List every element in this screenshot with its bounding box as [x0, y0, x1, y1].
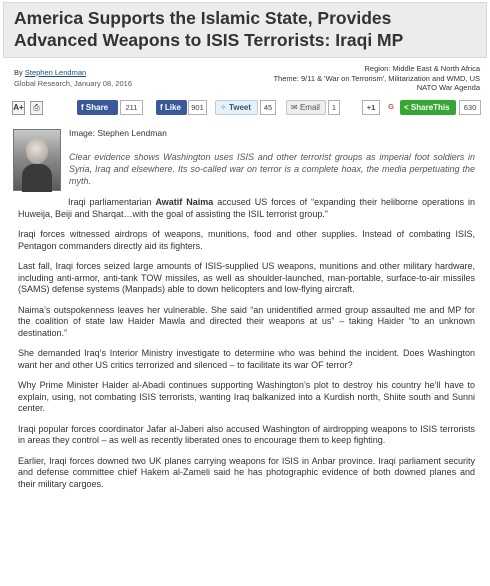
paragraph: Earlier, Iraqi forces downed two UK planes carrying weapons for ISIS in Anbar province. Iraqi parliament security and defense committee chief Hakem al-Zameli said he has photographic evidence of both downed planes and their military cargoes. [18, 455, 475, 489]
image-caption: Image: Stephen Lendman [69, 128, 167, 138]
facebook-like-label: Like [164, 103, 181, 112]
sharethis-label: ShareThis [410, 103, 450, 112]
paragraph: Last fall, Iraqi forces seized large amounts of ISIS-supplied US weapons, munitions and other military hardware, including anti-armor, anti-tank TOW missiles, as well as shoulder-launched, man-portable, surface-to-air missiles (SAMS) defense systems (Manpads) able to down helicopters and low-flying aircraft. [18, 261, 475, 294]
facebook-share-count: 211 [120, 100, 143, 115]
google-plus-one-button[interactable]: +1 [362, 100, 380, 115]
highlighted-name: Awatif Naima [155, 197, 214, 207]
paragraph-text: Iraqi parliamentarian [68, 197, 156, 207]
tweet-label: Tweet [228, 103, 252, 112]
google-icon[interactable]: G [385, 100, 397, 115]
font-size-icon[interactable]: A+ [12, 101, 25, 115]
email-label: Email [299, 103, 320, 112]
facebook-share-label: Share [85, 103, 109, 112]
source-date: Global Research, January 08, 2016 [14, 79, 132, 88]
region-label[interactable]: Region: Middle East & North Africa [364, 64, 480, 73]
facebook-icon: f [81, 103, 86, 112]
facebook-like-button[interactable] [156, 100, 187, 115]
paragraph: Why Prime Minister Haider al-Abadi continues supporting Washington’s plot to destroy his country he’ll have to explain, using, not combating ISIS terrorists, wanting Iraq balkanized into a Kurdish north, Shiite south and Sunni center. [18, 380, 475, 413]
article-body [18, 197, 475, 499]
paragraph: Naima’s outspokenness leaves her vulnerable. She said “an unidentified armed group assaulted me and MP for the coalition of state law Haider Mawla and directed their weapons at us” – taking Haider “to an unknown destination.” [18, 304, 475, 338]
theme-label[interactable]: Theme: 9/11 & 'War on Terrorism', Militarization and WMD, US [273, 73, 480, 83]
byline-prefix: By [14, 68, 23, 77]
paragraph [18, 197, 475, 220]
envelope-icon: ✉ [291, 103, 300, 112]
facebook-like-count: 901 [188, 100, 207, 115]
paragraph-text: accused US forces of “expanding their heliborne operations in Huweija, Beiji and Sharqat…with the goal of assisting the ISIL terrorist group.” [18, 197, 475, 219]
byline [14, 68, 86, 77]
thumbs-up-icon: f [160, 103, 165, 112]
taxonomy [273, 64, 480, 93]
paragraph: Iraqi forces witnessed airdrops of weapons, munitions, food and other supplies. Instead of combating ISIS, Pentagon commanders directly aid its fighters. [18, 229, 475, 251]
share-icon: < [404, 103, 411, 112]
email-button[interactable] [286, 100, 326, 115]
facebook-share-button[interactable] [77, 100, 118, 115]
paragraph: Iraqi popular forces coordinator Jafar al-Jaberi also accused Washington of airdropping weapons to ISIS terrorists in areas they control – as well as recently liberated ones to encourage them to keep fighting. [18, 423, 475, 445]
theme-label-cont[interactable]: NATO War Agenda [416, 83, 480, 92]
article-title: America Supports the Islamic State, Provides Advanced Weapons to ISIS Terrorists: Iraqi MP [14, 8, 404, 50]
article-title-box [3, 2, 487, 58]
print-icon[interactable]: ⎙ [30, 101, 43, 115]
article-meta [0, 60, 490, 96]
email-count: 1 [328, 100, 340, 115]
twitter-icon: ✧ [220, 103, 229, 112]
author-link[interactable]: Stephen Lendman [24, 68, 87, 77]
author-photo [13, 129, 61, 191]
tweet-count: 45 [260, 100, 276, 115]
tweet-button[interactable] [215, 100, 258, 115]
sharethis-count: 630 [459, 100, 481, 115]
paragraph: She demanded Iraq’s Interior Ministry investigate to determine who was behind the incident. Does Washington want her and other US critics terrorized and silenced – to facilitate its war OF terror? [18, 348, 475, 370]
sharethis-button[interactable] [400, 100, 456, 115]
share-bar [0, 99, 490, 119]
article-lead: Clear evidence shows Washington uses ISIS and other terrorist groups as imperial foot soldiers in Syria, Iraq and elsewhere. Its so-called war on terror is a complete hoax, the media perpetuating the myth. [69, 152, 475, 186]
